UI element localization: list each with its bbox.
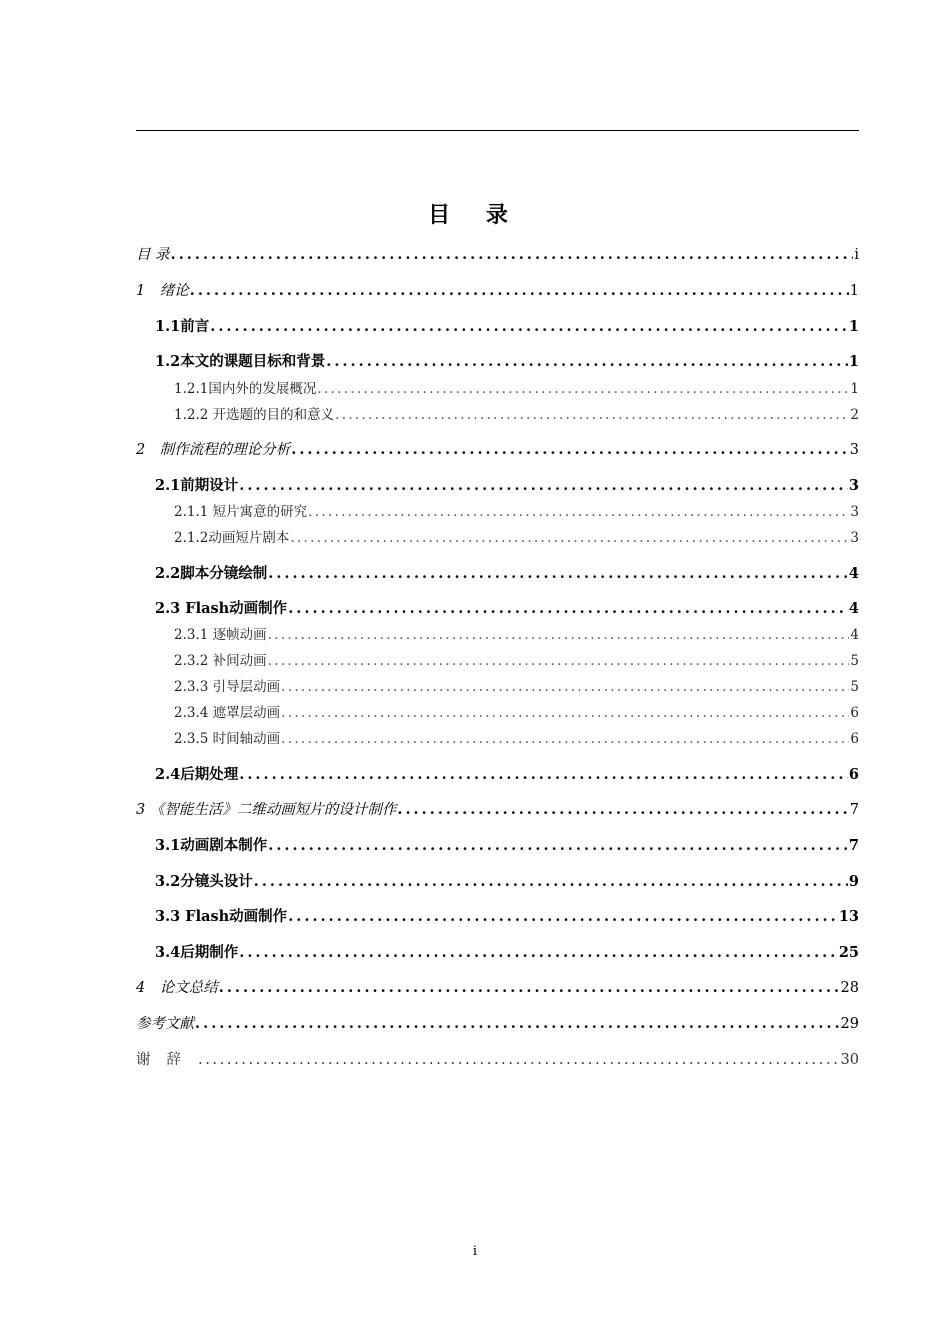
toc-entry-page: 13: [838, 908, 859, 925]
toc-entry-page: 3: [849, 442, 859, 458]
toc-leader-dots: [190, 282, 849, 299]
toc-leader-dots: [326, 353, 848, 370]
toc-entry-title: 3.4后期制作: [155, 944, 239, 961]
toc-entry-page: 2: [850, 407, 859, 423]
toc-entry[interactable]: [136, 623, 859, 643]
toc-entry-page: 5: [850, 653, 859, 669]
toc-entry[interactable]: [136, 562, 859, 583]
toc-leader-dots: [268, 653, 850, 669]
toc-entry-title: 4 论文总结: [136, 980, 218, 996]
toc-entry[interactable]: [136, 500, 859, 520]
toc-entry[interactable]: [136, 727, 859, 747]
toc-entry[interactable]: [136, 438, 859, 459]
toc-leader-dots: [290, 530, 849, 546]
toc-entry-title: 参考文献: [136, 1016, 194, 1032]
page-title: 目 录: [428, 202, 522, 228]
toc-leader-dots: [239, 766, 848, 783]
toc-leader-dots: [254, 873, 848, 890]
toc-entry-title: 1 绪论: [136, 283, 189, 299]
toc-entry[interactable]: [136, 941, 859, 962]
toc-entry-page: 4: [848, 600, 859, 617]
toc-entry-title: 2.1前期设计: [155, 477, 239, 494]
toc-entry-title: 2.1.2动画短片剧本: [174, 530, 290, 546]
toc-entry-page: 7: [848, 837, 859, 854]
toc-entry-title: 3.2分镜头设计: [155, 873, 253, 890]
toc-entry[interactable]: [136, 279, 859, 300]
toc-leader-dots: [239, 477, 848, 494]
toc-entry[interactable]: [136, 834, 859, 855]
toc-entry-page: 3: [848, 477, 859, 494]
toc-entry[interactable]: [136, 474, 859, 495]
toc-entry[interactable]: [136, 377, 859, 397]
toc-leader-dots: [317, 381, 849, 397]
toc-entry[interactable]: [136, 701, 859, 721]
toc-entry-title: 2.3.3 引导层动画: [174, 679, 281, 695]
toc-leader-dots: [281, 679, 849, 695]
toc-entry-page: 5: [850, 679, 859, 695]
toc-leader-dots: [195, 1015, 840, 1032]
toc-entry[interactable]: [136, 350, 859, 371]
toc-entry[interactable]: [136, 976, 859, 997]
toc-entry-title: 1.2.1国内外的发展概况: [174, 381, 317, 397]
toc-entry-title: 2.3.5 时间轴动画: [174, 731, 281, 747]
toc-entry-page: 6: [850, 731, 859, 747]
toc-entry-page: 1: [849, 283, 859, 299]
toc-entry[interactable]: [136, 675, 859, 695]
toc-leader-dots: [288, 600, 848, 617]
toc-entry[interactable]: [136, 315, 859, 336]
toc-entry-page: 1: [848, 353, 859, 370]
toc-leader-dots: [308, 504, 849, 520]
toc-leader-dots: [268, 837, 848, 854]
toc-leader-dots: [210, 318, 848, 335]
toc-entry-page: 28: [840, 980, 859, 996]
toc-leader-dots: [268, 627, 850, 643]
toc-entry-title: 3.3 Flash动画制作: [155, 908, 288, 925]
toc-entry-title: 3.1动画剧本制作: [155, 837, 268, 854]
header-rule: [136, 130, 859, 131]
toc-entry-page: i: [854, 247, 859, 263]
toc-leader-dots: [219, 979, 840, 996]
toc-entry[interactable]: [136, 905, 859, 926]
toc-leader-dots: [397, 801, 848, 818]
toc-entry-title: 目 录: [136, 247, 170, 263]
toc-entry-page: 9: [848, 873, 859, 890]
toc-leader-dots: [291, 441, 849, 458]
toc-entry-title: 2 制作流程的理论分析: [136, 442, 291, 458]
toc-entry-title: 2.3.4 遮罩层动画: [174, 705, 281, 721]
toc-entry-title: 1.2.2 开选题的目的和意义: [174, 407, 335, 423]
toc-entry[interactable]: [136, 649, 859, 669]
toc-entry-page: 7: [849, 802, 859, 818]
toc-entry-page: 4: [850, 627, 859, 643]
toc-entry[interactable]: [136, 403, 859, 423]
toc-entry-title: 谢辞: [136, 1052, 197, 1068]
toc-entry[interactable]: [136, 243, 859, 264]
toc-leader-dots: [171, 246, 854, 263]
toc-entry[interactable]: [136, 870, 859, 891]
toc-entry-title: 2.4后期处理: [155, 766, 239, 783]
toc-entry-title: 2.3 Flash动画制作: [155, 600, 288, 617]
toc-leader-dots: [281, 705, 849, 721]
toc-entry-page: 6: [850, 705, 859, 721]
toc-entry-page: 4: [848, 565, 859, 582]
toc-entry-title: 2.2脚本分镜绘制: [155, 565, 268, 582]
toc-entry-title: 2.3.2 补间动画: [174, 653, 267, 669]
toc-entry-page: 25: [838, 944, 859, 961]
toc-entry-title: 3 《智能生活》二维动画短片的设计制作: [136, 802, 397, 818]
toc-entry-page: 30: [840, 1052, 859, 1068]
toc-entry-page: 6: [848, 766, 859, 783]
toc-leader-dots: [288, 908, 838, 925]
toc-entry[interactable]: [136, 1048, 859, 1069]
toc-leader-dots: [281, 731, 849, 747]
toc-leader-dots: [198, 1052, 840, 1068]
toc-entry-page: 1: [850, 381, 859, 397]
toc-leader-dots: [239, 944, 838, 961]
toc-entry-page: 3: [850, 530, 859, 546]
toc-entry-page: 29: [840, 1016, 859, 1032]
toc-entry-title: 1.1前言: [155, 318, 210, 335]
toc-entry[interactable]: [136, 597, 859, 618]
page-number: i: [472, 1244, 478, 1259]
toc-entry[interactable]: [136, 763, 859, 784]
toc-leader-dots: [268, 565, 848, 582]
toc-leader-dots: [335, 407, 849, 423]
toc-entry-title: 2.1.1 短片寓意的研究: [174, 504, 308, 520]
toc-entry[interactable]: [136, 526, 859, 546]
toc-entry-title: 1.2本文的课题目标和背景: [155, 353, 326, 370]
toc-entry[interactable]: [136, 1012, 859, 1033]
toc-entry-title: 2.3.1 逐帧动画: [174, 627, 267, 643]
toc-entry[interactable]: [136, 798, 859, 819]
toc-entry-page: 3: [850, 504, 859, 520]
toc-entry-page: 1: [848, 318, 859, 335]
